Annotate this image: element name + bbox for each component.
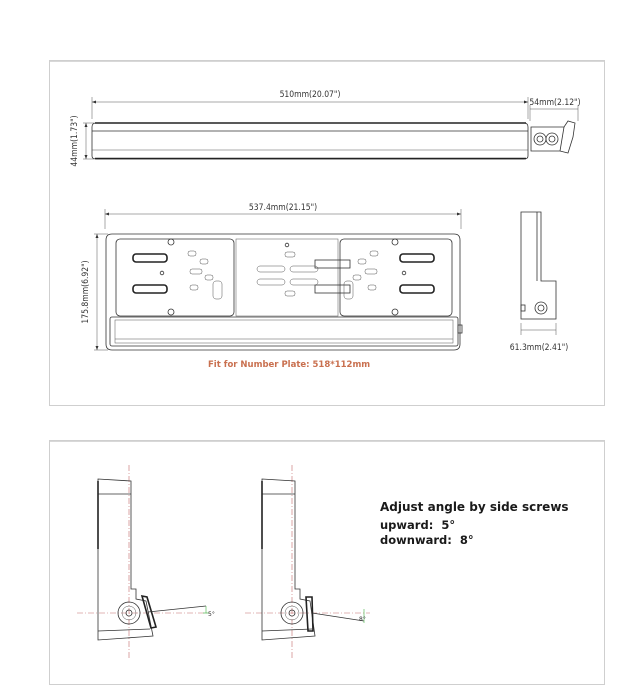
upward-angle-label: 5° xyxy=(208,611,215,618)
light-bar-front-view xyxy=(70,90,528,167)
upward-spec xyxy=(380,518,569,533)
upward-angle-view xyxy=(77,465,215,659)
downward-separator: : xyxy=(447,533,452,547)
downward-angle-label: 8° xyxy=(359,616,366,623)
angle-adjust-info xyxy=(380,500,569,548)
dimension-drawing xyxy=(50,61,604,405)
downward-value: 8° xyxy=(459,533,474,547)
downward-spec xyxy=(380,533,569,548)
angle-adjustment-panel xyxy=(49,440,605,685)
bar-height-label: 44mm(1.73") xyxy=(70,115,80,167)
bar-width-label: 510mm(20.07") xyxy=(279,90,341,100)
upward-value: 5° xyxy=(441,518,456,532)
upward-label: upward xyxy=(380,518,429,532)
upward-separator: : xyxy=(428,518,434,532)
downward-label: downward xyxy=(380,533,448,547)
bar-depth-label: 54mm(2.12") xyxy=(529,98,581,108)
frame-depth-label: 61.3mm(2.41") xyxy=(509,343,569,353)
downward-angle-view xyxy=(245,465,370,659)
plate-frame-side-view xyxy=(510,212,568,353)
adjust-angle-title: Adjust angle by side screws xyxy=(380,500,569,514)
fit-number-plate-note: Fit for Number Plate: 518*112mm xyxy=(208,360,371,370)
light-bar-side-view xyxy=(529,98,580,153)
plate-frame-front-view xyxy=(81,203,462,350)
angle-drawing xyxy=(50,441,604,684)
frame-width-label: 537.4mm(21.15") xyxy=(248,203,318,213)
dimensions-panel xyxy=(49,60,605,406)
frame-height-label: 175.8mm(6.92") xyxy=(81,260,91,324)
